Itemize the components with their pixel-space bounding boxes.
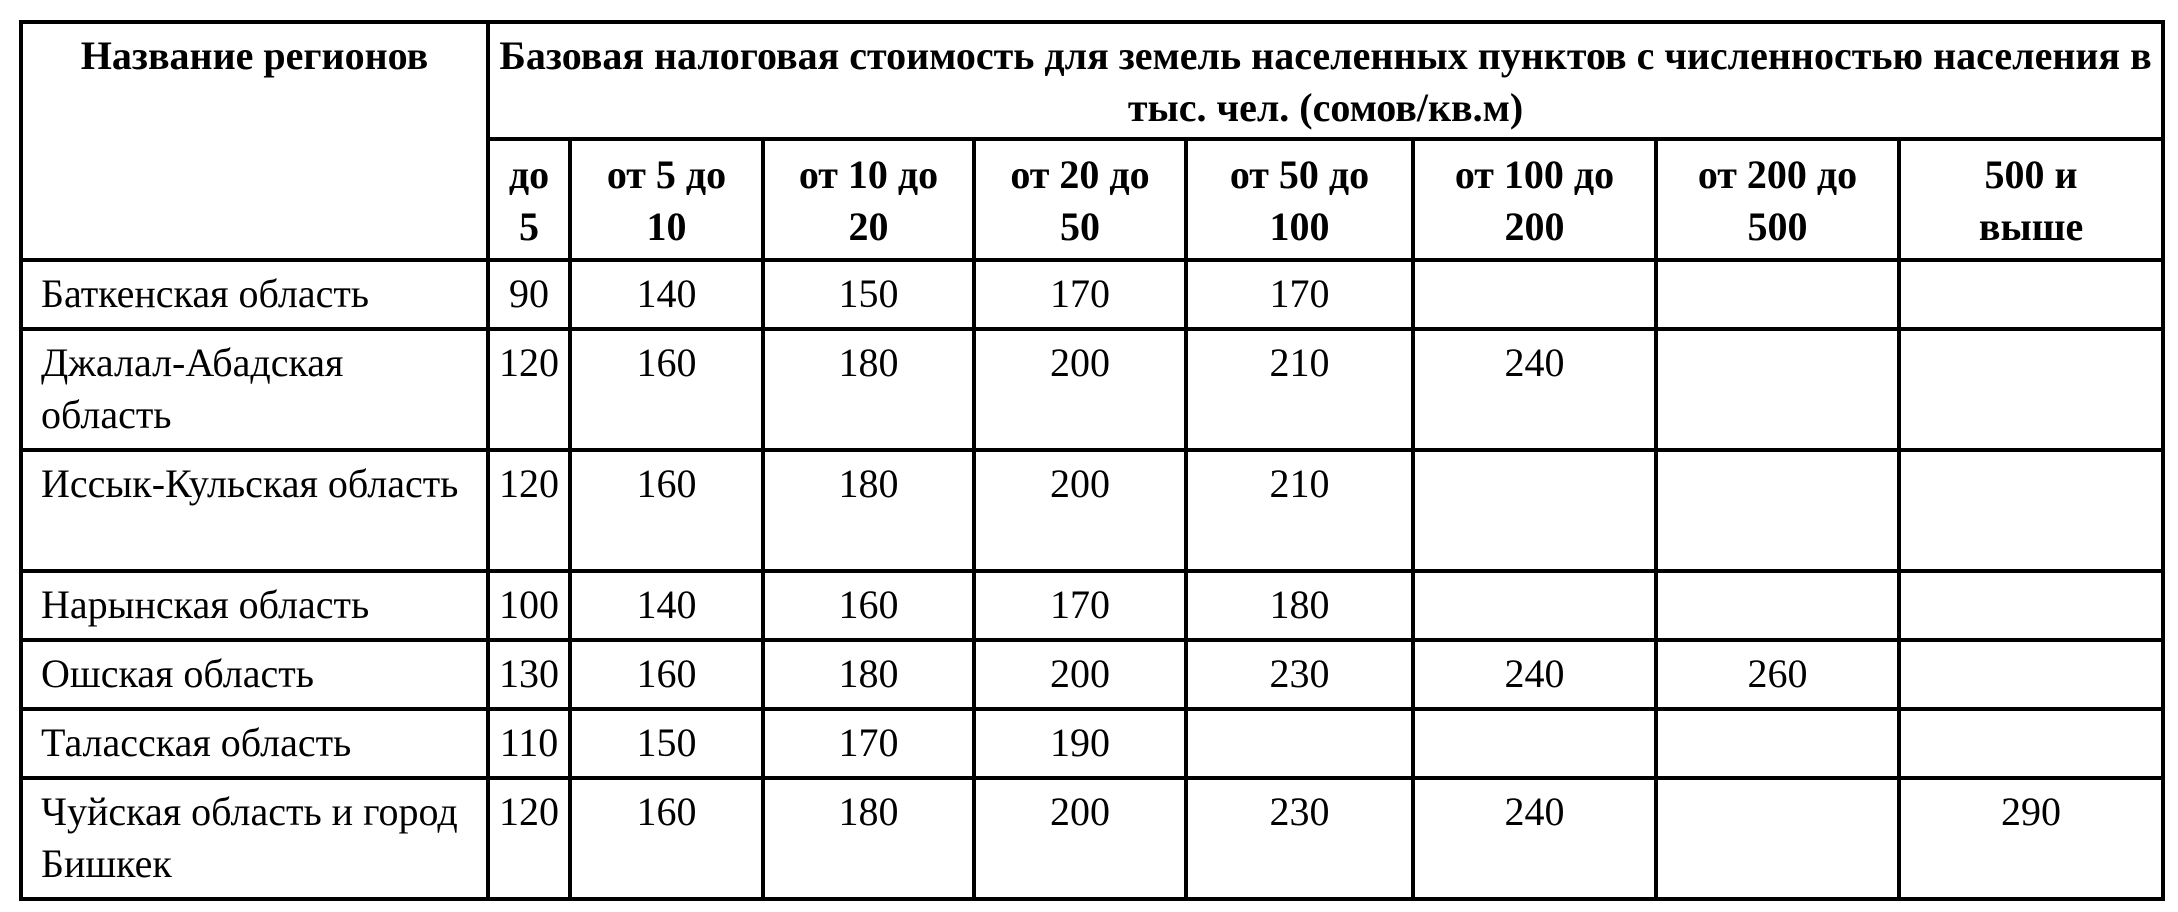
value-cell: 170 [974, 571, 1186, 640]
value-cell: 200 [974, 329, 1186, 450]
table-row [21, 571, 2163, 640]
range-header-line2: 10 [646, 204, 687, 249]
value-cell [1656, 778, 1899, 899]
value-cell [1899, 450, 2163, 571]
value-cell: 120 [488, 329, 570, 450]
value-cell: 120 [488, 778, 570, 899]
value-cell: 260 [1656, 640, 1899, 709]
value-cell [1656, 450, 1899, 571]
range-header-1 [570, 139, 763, 260]
value-cell: 130 [488, 640, 570, 709]
value-cell: 170 [1186, 260, 1413, 329]
tax-value-table [19, 20, 2165, 901]
range-header-4 [1186, 139, 1413, 260]
region-name-cell: Чуйская область и город Бишкек [21, 778, 488, 899]
table-row [21, 329, 2163, 450]
range-header-line1: до [508, 152, 550, 197]
range-header-5 [1413, 139, 1656, 260]
range-header-6 [1656, 139, 1899, 260]
range-header-line2: 50 [1060, 204, 1100, 249]
region-name-cell: Иссык-Кульская область [21, 450, 488, 571]
region-name-cell: Таласская область [21, 709, 488, 778]
tax-value-column-header: Базовая налоговая стоимость для земель населенных пунктов с численностью населения в тыс. чел. (сомов/кв.м) [488, 22, 2163, 139]
range-header-line2: выше [1978, 204, 2084, 249]
value-cell [1899, 260, 2163, 329]
value-cell: 160 [570, 450, 763, 571]
region-column-header: Название регионов [21, 22, 488, 260]
value-cell: 210 [1186, 329, 1413, 450]
range-header-3 [974, 139, 1186, 260]
value-cell: 160 [570, 329, 763, 450]
value-cell: 180 [1186, 571, 1413, 640]
region-name-cell: Джалал-Абадская область [21, 329, 488, 450]
value-cell: 120 [488, 450, 570, 571]
region-name-cell: Баткенская область [21, 260, 488, 329]
value-cell [1899, 709, 2163, 778]
value-cell: 90 [488, 260, 570, 329]
range-header-0 [488, 139, 570, 260]
value-cell: 240 [1413, 778, 1656, 899]
value-cell: 230 [1186, 640, 1413, 709]
table-row [21, 450, 2163, 571]
value-cell: 180 [763, 329, 974, 450]
range-header-line1: от 200 до [1697, 152, 1858, 197]
range-header-line1: 500 и [1984, 152, 2078, 197]
range-header-line2: 100 [1269, 204, 1330, 249]
range-header-line1: от 100 до [1454, 152, 1615, 197]
value-cell: 210 [1186, 450, 1413, 571]
header-row-main [21, 22, 2163, 139]
value-cell: 100 [488, 571, 570, 640]
value-cell [1186, 709, 1413, 778]
value-cell [1656, 329, 1899, 450]
value-cell: 200 [974, 450, 1186, 571]
value-cell: 240 [1413, 640, 1656, 709]
range-header-line2: 200 [1504, 204, 1565, 249]
value-cell: 290 [1899, 778, 2163, 899]
value-cell [1656, 709, 1899, 778]
value-cell: 170 [974, 260, 1186, 329]
value-cell: 240 [1413, 329, 1656, 450]
value-cell [1413, 450, 1656, 571]
value-cell: 110 [488, 709, 570, 778]
value-cell [1656, 260, 1899, 329]
value-cell: 180 [763, 640, 974, 709]
table-row [21, 778, 2163, 899]
value-cell: 190 [974, 709, 1186, 778]
value-cell [1899, 571, 2163, 640]
value-cell [1899, 640, 2163, 709]
value-cell: 200 [974, 640, 1186, 709]
value-cell: 160 [763, 571, 974, 640]
value-cell: 180 [763, 778, 974, 899]
value-cell [1413, 571, 1656, 640]
range-header-line2: 5 [519, 204, 539, 249]
table-row [21, 709, 2163, 778]
value-cell: 140 [570, 260, 763, 329]
value-cell [1656, 571, 1899, 640]
table-row [21, 260, 2163, 329]
value-cell: 140 [570, 571, 763, 640]
range-header-2 [763, 139, 974, 260]
range-header-line1: от 20 до [1010, 152, 1150, 197]
value-cell: 180 [763, 450, 974, 571]
value-cell: 150 [763, 260, 974, 329]
value-cell [1413, 260, 1656, 329]
value-cell: 200 [974, 778, 1186, 899]
table-row [21, 640, 2163, 709]
range-header-line1: от 10 до [798, 152, 939, 197]
value-cell: 230 [1186, 778, 1413, 899]
region-name-cell: Нарынская область [21, 571, 488, 640]
value-cell: 160 [570, 640, 763, 709]
region-name-cell: Ошская область [21, 640, 488, 709]
range-header-7 [1899, 139, 2163, 260]
range-header-line2: 500 [1747, 204, 1808, 249]
value-cell: 170 [763, 709, 974, 778]
range-header-line1: от 50 до [1229, 152, 1370, 197]
range-header-line1: от 5 до [606, 152, 727, 197]
value-cell: 160 [570, 778, 763, 899]
value-cell [1413, 709, 1656, 778]
value-cell [1899, 329, 2163, 450]
range-header-line2: 20 [848, 204, 889, 249]
value-cell: 150 [570, 709, 763, 778]
